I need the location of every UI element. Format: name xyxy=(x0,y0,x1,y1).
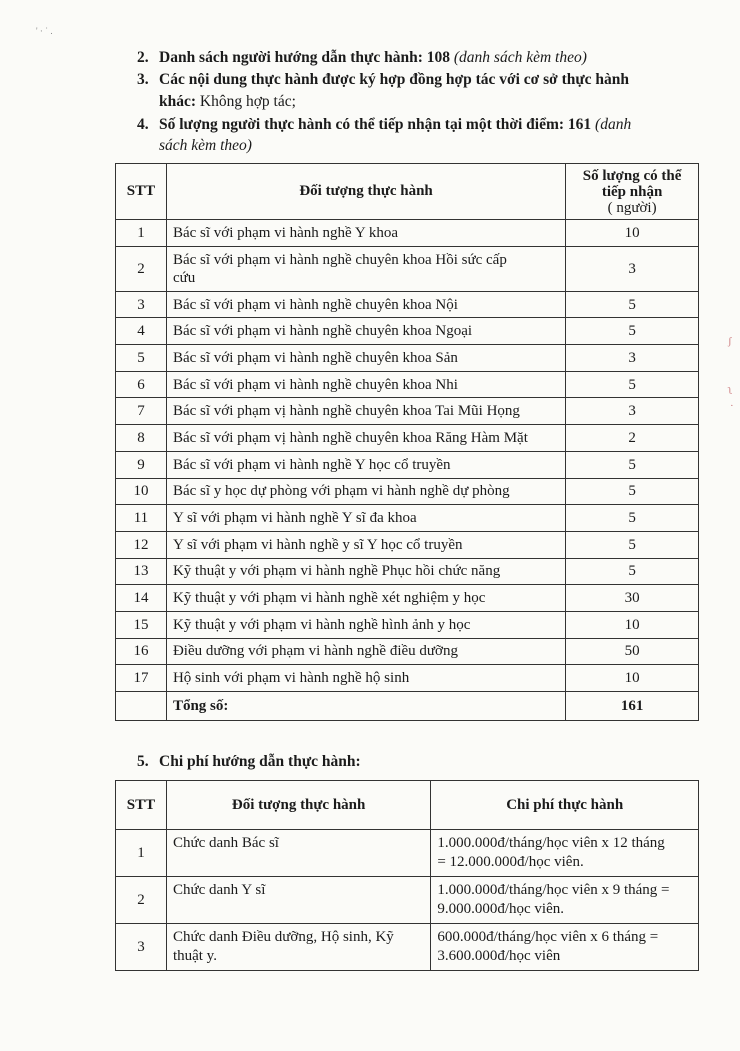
stamp-mark: · xyxy=(730,400,734,412)
row-subject: Kỹ thuật y với phạm vi hành nghề xét nghiệm y học xyxy=(166,585,565,612)
row-subject: Kỹ thuật y với phạm vi hành nghề hình ảnh y học xyxy=(166,611,565,638)
header-subject: Đối tượng thực hành xyxy=(166,781,430,830)
table-row xyxy=(116,505,699,532)
item-label: Danh sách người hướng dẫn thực hành: 108 xyxy=(159,49,451,66)
item-label: Số lượng người thực hành có thể tiếp nhận tại một thời điểm: 161 xyxy=(159,116,592,133)
row-subject: Bác sĩ với phạm vị hành nghề chuyên khoa Răng Hàm Mặt xyxy=(166,425,565,452)
table-row xyxy=(116,585,699,612)
row-subject: Điều dưỡng với phạm vi hành nghề điều dưỡng xyxy=(166,638,565,665)
table-row xyxy=(116,638,699,665)
table-header-row xyxy=(116,164,699,220)
stamp-mark: ʃ xyxy=(728,335,732,347)
row-stt: 10 xyxy=(116,478,167,505)
row-qty: 5 xyxy=(566,451,699,478)
table-row xyxy=(116,425,699,452)
item-label-line2: khác: xyxy=(159,93,197,110)
table-row xyxy=(116,246,699,291)
row-stt: 8 xyxy=(116,425,167,452)
row-qty: 5 xyxy=(566,505,699,532)
row-stt: 15 xyxy=(116,611,167,638)
item-note-line2: sách kèm theo) xyxy=(159,137,252,154)
row-qty: 30 xyxy=(566,585,699,612)
row-subject: Bác sĩ với phạm vi hành nghề Y học cổ truyền xyxy=(166,451,565,478)
row-cost: 1.000.000đ/tháng/học viên x 9 tháng = 9.000.000đ/học viên. xyxy=(431,877,699,924)
table-row xyxy=(116,291,699,318)
stamp-mark: ʅ xyxy=(728,385,733,397)
row-stt: 16 xyxy=(116,638,167,665)
item-note: (danh sách kèm theo) xyxy=(453,49,587,66)
practice-capacity-table xyxy=(115,163,699,721)
row-stt: 9 xyxy=(116,451,167,478)
row-qty: 2 xyxy=(566,425,699,452)
row-subject: Bác sĩ với phạm vi hành nghề chuyên khoa Hồi sức cấp cứu xyxy=(166,246,565,291)
row-stt: 3 xyxy=(116,291,167,318)
item-number: 4. xyxy=(137,116,149,133)
table-row xyxy=(116,558,699,585)
item-value: Không hợp tác; xyxy=(199,93,296,110)
header-quantity: Số lượng có thể tiếp nhận ( người) xyxy=(566,164,699,220)
row-qty: 3 xyxy=(566,398,699,425)
table-row xyxy=(116,531,699,558)
row-subject: Bác sĩ với phạm vi hành nghề chuyên khoa Nội xyxy=(166,291,565,318)
row-subject: Chức danh Điều dưỡng, Hộ sinh, Kỹ thuật y. xyxy=(166,924,430,971)
row-subject: Bác sĩ với phạm vi hành nghề chuyên khoa Ngoại xyxy=(166,318,565,345)
item-label-line1: Các nội dung thực hành được ký hợp đồng hợp tác với cơ sở thực hành xyxy=(159,71,630,88)
row-stt: 7 xyxy=(116,398,167,425)
table-row xyxy=(116,611,699,638)
row-qty: 5 xyxy=(566,371,699,398)
row-stt: 3 xyxy=(116,924,167,971)
row-qty: 3 xyxy=(566,246,699,291)
table-row xyxy=(116,345,699,372)
row-qty: 10 xyxy=(566,611,699,638)
row-stt: 12 xyxy=(116,531,167,558)
row-stt: 6 xyxy=(116,371,167,398)
row-stt: 14 xyxy=(116,585,167,612)
row-subject: Chức danh Bác sĩ xyxy=(166,830,430,877)
row-stt: 1 xyxy=(116,830,167,877)
row-stt: 17 xyxy=(116,665,167,692)
row-subject: Y sĩ với phạm vi hành nghề Y sĩ đa khoa xyxy=(166,505,565,532)
row-stt: 2 xyxy=(116,877,167,924)
row-qty: 5 xyxy=(566,318,699,345)
header-subject: Đối tượng thực hành xyxy=(166,164,565,220)
table-row xyxy=(116,371,699,398)
table-row xyxy=(116,924,699,971)
section-title: Chi phí hướng dẫn thực hành: xyxy=(159,753,361,770)
table-row xyxy=(116,478,699,505)
row-stt: 1 xyxy=(116,220,167,247)
row-stt: 4 xyxy=(116,318,167,345)
row-stt: 5 xyxy=(116,345,167,372)
row-subject: Bác sĩ với phạm vi hành nghề Y khoa xyxy=(166,220,565,247)
row-subject: Hộ sinh với phạm vi hành nghề hộ sinh xyxy=(166,665,565,692)
total-value: 161 xyxy=(566,692,699,721)
item-number: 3. xyxy=(137,71,149,88)
item-number: 2. xyxy=(137,49,149,66)
row-stt: 2 xyxy=(116,246,167,291)
header-cost: Chi phí thực hành xyxy=(431,781,699,830)
row-qty: 10 xyxy=(566,220,699,247)
row-stt: 13 xyxy=(116,558,167,585)
row-qty: 10 xyxy=(566,665,699,692)
table-row xyxy=(116,665,699,692)
row-cost: 1.000.000đ/tháng/học viên x 12 tháng = 12.000.000đ/học viên. xyxy=(431,830,699,877)
header-stt: STT xyxy=(116,164,167,220)
row-qty: 3 xyxy=(566,345,699,372)
row-qty: 50 xyxy=(566,638,699,665)
table-row xyxy=(116,451,699,478)
row-subject: Y sĩ với phạm vi hành nghề y sĩ Y học cổ truyền xyxy=(166,531,565,558)
row-stt: 11 xyxy=(116,505,167,532)
scan-speck: ' · ˙ . xyxy=(36,26,53,36)
row-subject: Bác sĩ với phạm vi hành nghề chuyên khoa Nhi xyxy=(166,371,565,398)
table-row xyxy=(116,830,699,877)
row-subject: Bác sĩ với phạm vi hành nghề chuyên khoa Sản xyxy=(166,345,565,372)
row-qty: 5 xyxy=(566,531,699,558)
row-cost: 600.000đ/tháng/học viên x 6 tháng = 3.600.000đ/học viên xyxy=(431,924,699,971)
row-qty: 5 xyxy=(566,478,699,505)
row-subject: Chức danh Y sĩ xyxy=(166,877,430,924)
row-qty: 5 xyxy=(566,558,699,585)
table-row xyxy=(116,220,699,247)
item-note-line1: (danh xyxy=(595,116,632,133)
total-label: Tổng số: xyxy=(166,692,565,721)
table-row xyxy=(116,877,699,924)
practice-cost-table xyxy=(115,780,699,971)
table-row xyxy=(116,398,699,425)
table-total-row xyxy=(116,692,699,721)
table-header-row xyxy=(116,781,699,830)
section-number: 5. xyxy=(137,753,149,770)
table-row xyxy=(116,318,699,345)
row-qty: 5 xyxy=(566,291,699,318)
row-subject: Kỹ thuật y với phạm vi hành nghề Phục hồi chức năng xyxy=(166,558,565,585)
row-subject: Bác sĩ với phạm vị hành nghề chuyên khoa Tai Mũi Họng xyxy=(166,398,565,425)
row-subject: Bác sĩ y học dự phòng với phạm vi hành nghề dự phòng xyxy=(166,478,565,505)
header-stt: STT xyxy=(116,781,167,830)
